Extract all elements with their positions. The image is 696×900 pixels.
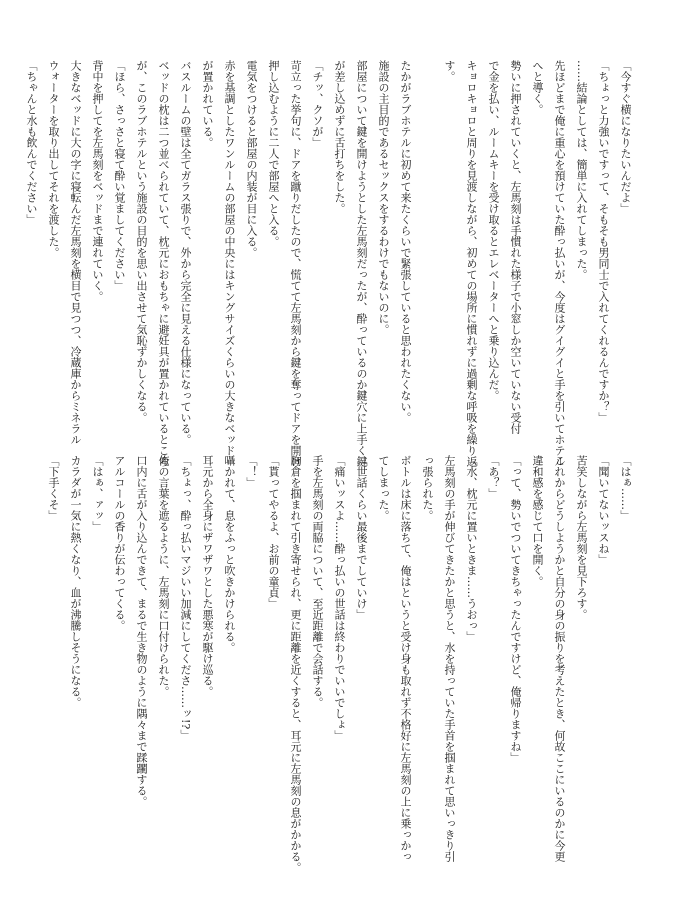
text-line: ベッドの枕は二つ並べられていて、枕元におもちゃに避妊具が置かれているところ xyxy=(157,60,170,467)
text-line: 背中を押してを左馬刻をベッドまで連れていく。 xyxy=(91,60,104,302)
text-line: 耳元から全身にザワザワとした悪寒が駆け巡る。 xyxy=(201,455,214,697)
text-line: カラダが一気に熱くなり、血が沸騰しそうになる。 xyxy=(69,455,82,708)
text-line: キョロキョロと周りを見渡しながら、初めての場所に慣れずに過剰な呼吸を繰り返 xyxy=(465,60,478,467)
text-line: 勢いに押されていくと、左馬刻は手慣れた様子で小窓しか空いていない受付 xyxy=(509,60,522,434)
text-line: 「下手くそ」 xyxy=(47,455,60,521)
text-line: 「貰ってやるよ、お前の童貞」 xyxy=(267,455,280,609)
text-line: 施設の主目的であるセックスをするわけでもないのに。 xyxy=(377,60,390,335)
text-line xyxy=(416,60,438,440)
text-line: これからどうしようかと自分の身の振りを考えたとき、何故ここにいるのかに今更 xyxy=(553,455,566,862)
text-line: 「はぁ……」 xyxy=(619,455,632,521)
text-line: っ張られた。 xyxy=(421,455,434,521)
text-line: 「今すぐ横になりたいんだよ」 xyxy=(619,60,632,214)
text-line: アルコールの香りが伝わってくる。 xyxy=(113,455,126,631)
text-line: ウォーターを取り出してそれを渡した。 xyxy=(47,60,60,258)
text-line: 手を左馬刻の両脇について、至近距離で会話する。 xyxy=(311,455,324,708)
text-line: 左馬刻の手が伸びてきたかと思うと、水を持っていた手首を掴まれて思いっきり引 xyxy=(443,455,456,862)
text-line: たかがラブホテルに初めて来たくらいで緊張していると思われたくない。 xyxy=(399,60,412,423)
text-line: 「ちゃんと水も飲んでください」 xyxy=(25,60,38,225)
text-line: 大きなベッドに大の字に寝転んだ左馬刻を横目で見つつ、冷蔵庫からミネラル xyxy=(69,60,82,445)
text-line: 電気をつけると部屋の内装が目に入る。 xyxy=(245,60,258,258)
text-line: 胸倉を掴まれて引き寄せられ、更に距離を近くすると、耳元に左馬刻の息がかかる。 xyxy=(289,455,302,873)
text-line: 「ちょっ、酔っ払いマジいい加減にしてくださ……ッ!?」 xyxy=(179,455,192,741)
text-line: す。 xyxy=(443,60,456,82)
text-line: が、このラブホテルという施設の目的を思い出させて気恥ずかしくなる。 xyxy=(135,60,148,423)
text-line: 「あ？」 xyxy=(487,455,500,499)
text-line: 部屋について鍵を開けようとした左馬刻だったが、酔っているのか鍵穴に上手く鍵 xyxy=(355,60,368,467)
text-line: 「はぁ、ァッ」 xyxy=(91,455,104,532)
text-line: 囁かれて、息をふっと吹きかけられる。 xyxy=(223,455,236,653)
text-line: 苛立った挙句に、ドアを蹴りだしたので、慌てて左馬刻から鍵を奪ってドアを開け xyxy=(289,60,302,467)
text-block-top xyxy=(25,60,636,467)
text-block-bottom xyxy=(47,455,636,873)
text-line: 「ちょっと力強いですって、そもそも男同士で入れてくれるんですか？」 xyxy=(597,60,610,423)
text-line: が差し込めずに舌打ちをした。 xyxy=(333,60,346,214)
text-line: へと導く。 xyxy=(531,60,544,115)
text-line: で金を払い、ルームキーを受け取るとエレベーターへと乗り込んだ。 xyxy=(487,60,500,401)
text-line: 違和感を感じて口を開く。 xyxy=(531,455,544,587)
text-line: 先ほどまで俺に重心を預けていた酔っ払いが、今度はグイグイと手を引いてホテル xyxy=(553,60,566,467)
text-line: ……結論としては、簡単に入れてしまった。 xyxy=(575,60,588,280)
text-line: が置かれている。 xyxy=(201,60,214,148)
text-line: 「痛いッスよ……酔っ払いの世話は終わりでいいでしょ」 xyxy=(333,455,346,741)
text-line: てしまった。 xyxy=(377,455,390,521)
text-line: 「！」 xyxy=(245,455,258,488)
text-line: ボトルは床に落ちて、俺はというと受け身も取れず不格好に左馬刻の上に乗っかっ xyxy=(399,455,412,862)
text-line: 「水、枕元に置いときま……うおっ」 xyxy=(465,455,478,642)
text-line: 「ほら、さっさと寝て酔い覚ましてください」 xyxy=(113,60,126,291)
text-line: 俺の言葉を遮るように、左馬刻に口付けられた。 xyxy=(157,455,170,697)
text-line: 苦笑しながら左馬刻を見下ろす。 xyxy=(575,455,588,620)
text-line: 押し込むように二人で部屋へと入る。 xyxy=(267,60,280,247)
text-line: 「って、勢いでついてきちゃったんですけど、俺帰りますね」 xyxy=(509,455,522,763)
text-line: 「チッ、クソが」 xyxy=(311,60,324,148)
text-line: 「聞いてないッスね」 xyxy=(597,455,610,565)
text-line: バスルームの壁は全てガラス張りで、外から完全に見える仕様になっている。 xyxy=(179,60,192,445)
text-line: 赤を基調としたワンルームの部屋の中央にはキングサイズくらいの大きなベッド xyxy=(223,60,236,456)
text-line: 「世話くらい最後までしていけ」 xyxy=(355,455,368,620)
text-line: 口内に舌が入り込んできて、まるで生き物のように隅々まで蹂躙する。 xyxy=(135,455,148,807)
